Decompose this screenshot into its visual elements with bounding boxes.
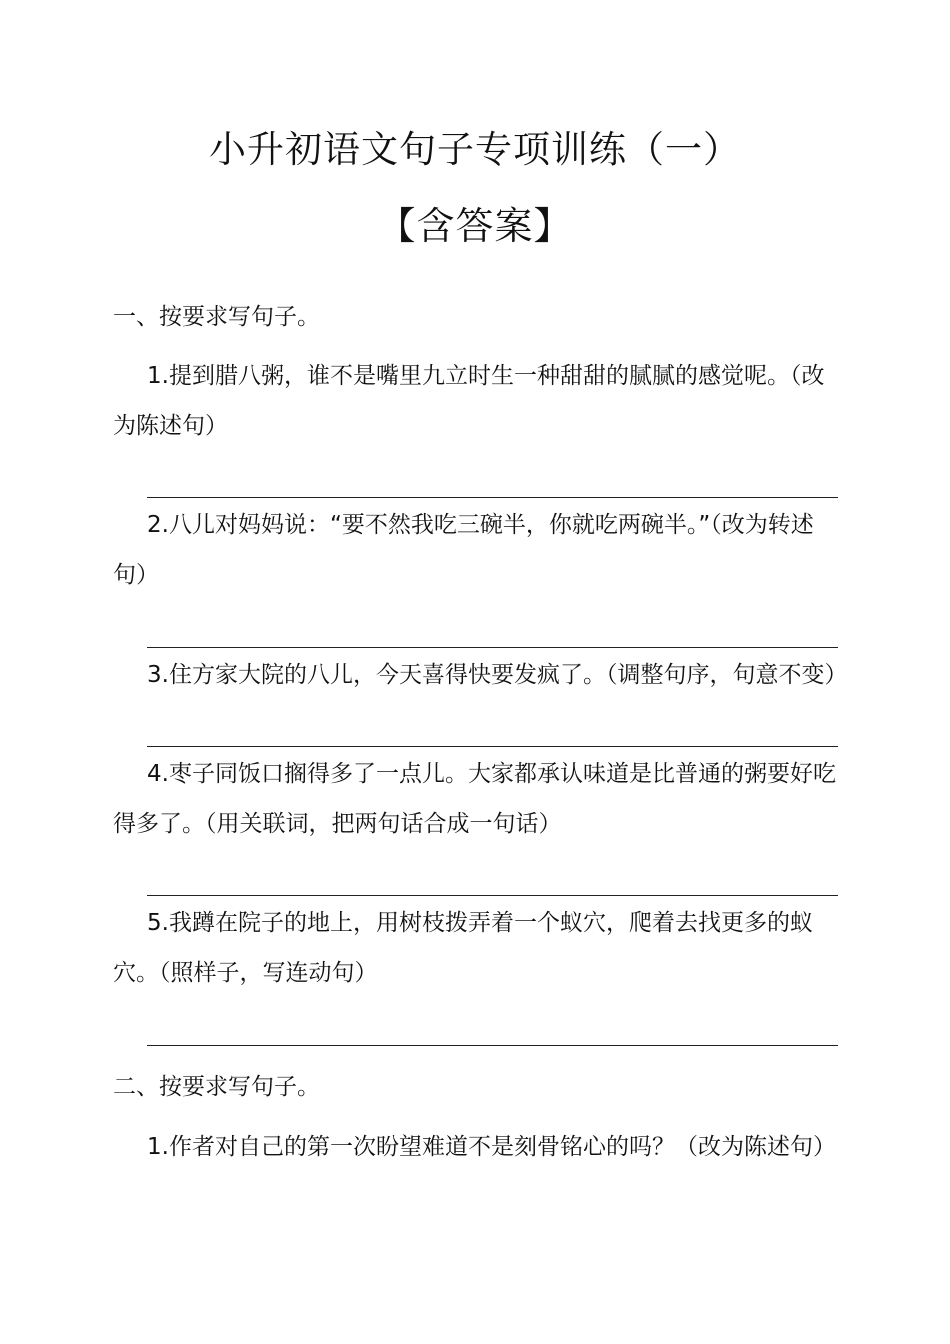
page-title: 小升初语文句子专项训练（一） [209, 128, 741, 171]
answer-line-1-5[interactable] [147, 1045, 838, 1046]
question-1-3: 3.住方家大院的八儿，今天喜得快要发疯了。（调整句序，句意不变） [147, 662, 848, 688]
answer-line-1-4[interactable] [147, 895, 838, 896]
question-1-5: 5.我蹲在院子的地上，用树枝拨弄着一个蚁穴，爬着去找更多的蚁穴。（照样子，写连动句） [113, 910, 813, 986]
question-2-1: 1.作者对自己的第一次盼望难道不是刻骨铭心的吗？（改为陈述句） [147, 1134, 836, 1160]
question-1-2: 2.八儿对妈妈说：“要不然我吃三碗半，你就吃两碗半。”（改为转述句） [113, 512, 814, 588]
section-1-heading: 一、按要求写句子。 [113, 304, 320, 330]
question-1-4: 4.枣子同饭口搁得多了一点儿。大家都承认味道是比普通的粥要好吃得多了。（用关联词，把两句话合成一句话） [113, 761, 836, 837]
page-subtitle: 【含答案】 [377, 204, 573, 248]
answer-line-1-3[interactable] [147, 746, 838, 747]
section-2-heading: 二、按要求写句子。 [113, 1074, 320, 1100]
question-1-1: 1.提到腊八粥，谁不是嘴里九立时生一种甜甜的腻腻的感觉呢。（改为陈述句） [113, 363, 825, 439]
answer-line-1-1[interactable] [147, 497, 838, 498]
answer-line-1-2[interactable] [147, 647, 838, 648]
